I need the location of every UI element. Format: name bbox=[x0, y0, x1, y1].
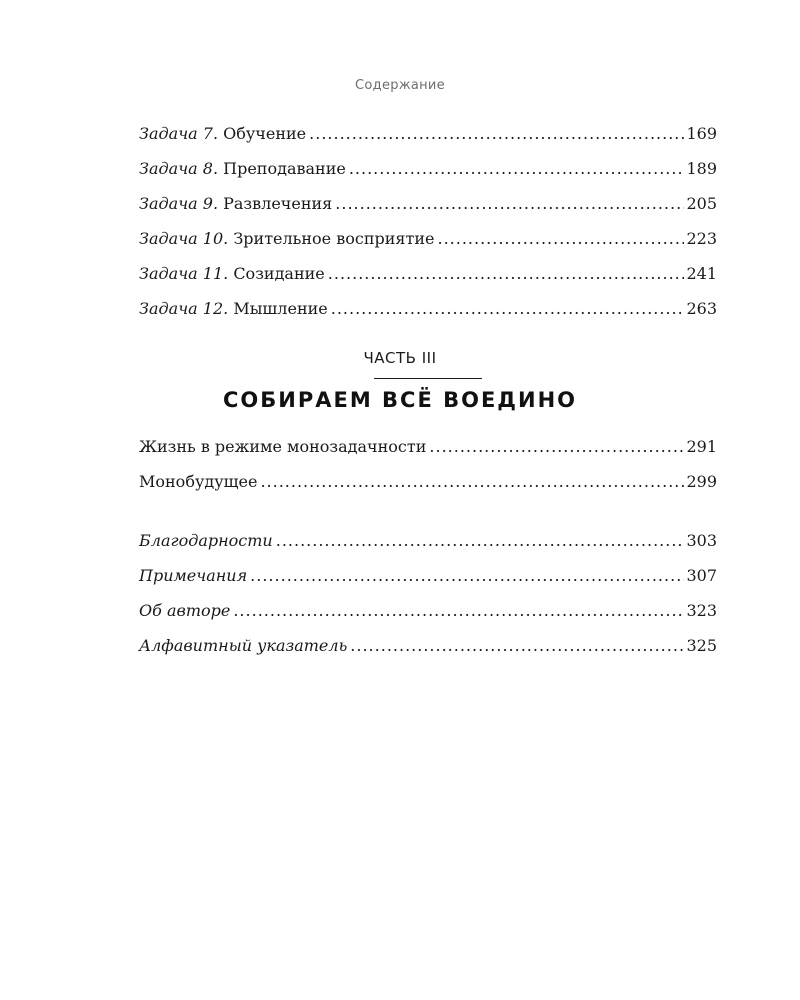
page-number: 299 bbox=[686, 472, 717, 491]
toc-entry[interactable] bbox=[139, 229, 717, 264]
task-title: Мышление bbox=[233, 299, 328, 318]
task-title: Зрительное восприятие bbox=[233, 229, 435, 248]
toc-entry-title bbox=[139, 299, 328, 318]
part-title: СОБИРАЕМ ВСЁ ВОЕДИНО bbox=[222, 388, 578, 412]
toc-entry[interactable] bbox=[139, 437, 717, 472]
toc-entry-title: Алфавитный указатель bbox=[139, 636, 348, 655]
task-label: Задача 12. bbox=[139, 299, 229, 318]
toc-entry-title bbox=[139, 229, 434, 248]
dot-leader bbox=[276, 531, 685, 550]
toc-entry[interactable] bbox=[139, 159, 717, 194]
dot-leader bbox=[250, 566, 684, 585]
page-number: 205 bbox=[686, 194, 717, 213]
dot-leader bbox=[350, 636, 684, 655]
dot-leader bbox=[328, 264, 685, 283]
page-number: 169 bbox=[686, 124, 717, 143]
toc-entry-title bbox=[139, 264, 325, 283]
task-title: Развлечения bbox=[223, 194, 333, 213]
toc-entry-title: Жизнь в режиме монозадачности bbox=[139, 437, 427, 456]
dot-leader bbox=[233, 601, 684, 620]
toc-entry[interactable] bbox=[139, 194, 717, 229]
page-number: 263 bbox=[686, 299, 717, 318]
toc-entry[interactable] bbox=[139, 299, 717, 334]
toc-entry-title bbox=[139, 194, 332, 213]
toc-entry-title: Примечания bbox=[139, 566, 248, 585]
dot-leader bbox=[260, 472, 684, 491]
toc-entry-title: Благодарности bbox=[139, 531, 273, 550]
toc-entry[interactable] bbox=[139, 264, 717, 299]
dot-leader bbox=[331, 299, 685, 318]
task-title: Созидание bbox=[233, 264, 325, 283]
toc-entry-title: Об авторе bbox=[139, 601, 231, 620]
dot-leader bbox=[429, 437, 684, 456]
task-title: Обучение bbox=[223, 124, 307, 143]
dot-leader bbox=[309, 124, 684, 143]
task-label: Задача 7. bbox=[139, 124, 219, 143]
dot-leader bbox=[335, 194, 684, 213]
page-number: 323 bbox=[686, 601, 717, 620]
page-number: 291 bbox=[686, 437, 717, 456]
page-number: 325 bbox=[686, 636, 717, 655]
page-number: 307 bbox=[686, 566, 717, 585]
toc-entry-title bbox=[139, 124, 306, 143]
toc-entry[interactable] bbox=[139, 124, 717, 159]
toc-part2-tasks bbox=[139, 124, 717, 334]
dot-leader bbox=[349, 159, 685, 178]
task-label: Задача 11. bbox=[139, 264, 229, 283]
toc-entry[interactable] bbox=[139, 566, 717, 601]
task-label: Задача 9. bbox=[139, 194, 219, 213]
toc-back-matter bbox=[139, 531, 717, 671]
toc-entry-title: Монобудущее bbox=[139, 472, 258, 491]
toc-entry[interactable] bbox=[139, 472, 717, 507]
page-number: 223 bbox=[686, 229, 717, 248]
toc-entry[interactable] bbox=[139, 601, 717, 636]
toc-entry[interactable] bbox=[139, 636, 717, 671]
toc-entry-title bbox=[139, 159, 346, 178]
page-number: 189 bbox=[686, 159, 717, 178]
part-divider bbox=[374, 378, 482, 379]
page-number: 303 bbox=[686, 531, 717, 550]
task-title: Преподавание bbox=[223, 159, 346, 178]
toc-part3-entries bbox=[139, 437, 717, 507]
dot-leader bbox=[437, 229, 684, 248]
toc-entry[interactable] bbox=[139, 531, 717, 566]
part-label: ЧАСТЬ III bbox=[363, 349, 437, 367]
task-label: Задача 8. bbox=[139, 159, 219, 178]
page-number: 241 bbox=[686, 264, 717, 283]
task-label: Задача 10. bbox=[139, 229, 229, 248]
running-head: Содержание bbox=[355, 78, 445, 93]
